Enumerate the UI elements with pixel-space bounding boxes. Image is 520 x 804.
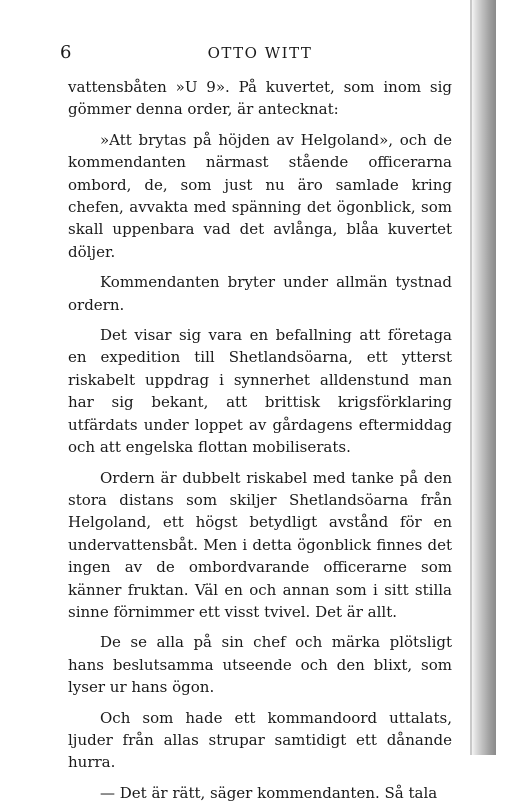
- paragraph: — Det är rätt, säger kommendanten. Så tala: [100, 783, 438, 802]
- body-text: [68, 76, 452, 804]
- binding-shadow: [472, 0, 496, 755]
- paragraph: Kommendanten bryter under allmän tystnad ordern.: [68, 273, 452, 314]
- paragraph: vattensbåten »U 9». På kuvertet, som inom sig gömmer denna order, är antecknat:: [68, 78, 452, 119]
- page-number: 6: [60, 42, 72, 63]
- paragraph: »Att brytas på höjden av Helgoland», och de kommendanten närmast stående officerarna ombord, de, som just nu äro samlade kring chefen, avvakta med spänning det ögonblick, som skall uppenbara vad det avlånga, blåa kuvertet döljer.: [68, 130, 452, 261]
- paragraph: Och som hade ett kommandoord uttalats, ljuder från allas strupar samtidigt ett dånande hurra.: [68, 708, 452, 772]
- running-head: OTTO WITT: [207, 44, 313, 62]
- page-header: [0, 42, 478, 66]
- paragraph: Det visar sig vara en befallning att företaga en expedition till Shetlandsöarna, ett ytterst riskabelt uppdrag i synnerhet alldenstund man har sig bekant, att brittisk krigsförklaring utfärdats under loppet av gårdagens eftermiddag och att engelska flottan mobiliserats.: [68, 326, 452, 457]
- paragraph: De se alla på sin chef och märka plötsligt hans beslutsamma utseende och den blixt, som lyser ur hans ögon.: [68, 633, 452, 697]
- paragraph: Ordern är dubbelt riskabel med tanke på den stora distans som skiljer Shetlandsöarna från Helgoland, ett högst betydligt avstånd för en undervattensbåt. Men i detta ögonblick finnes det ingen av de ombordvarande officerarne som känner fruktan. Väl en och annan som i sitt stilla sinne förnimmer ett visst tvivel. Det är allt.: [68, 468, 452, 621]
